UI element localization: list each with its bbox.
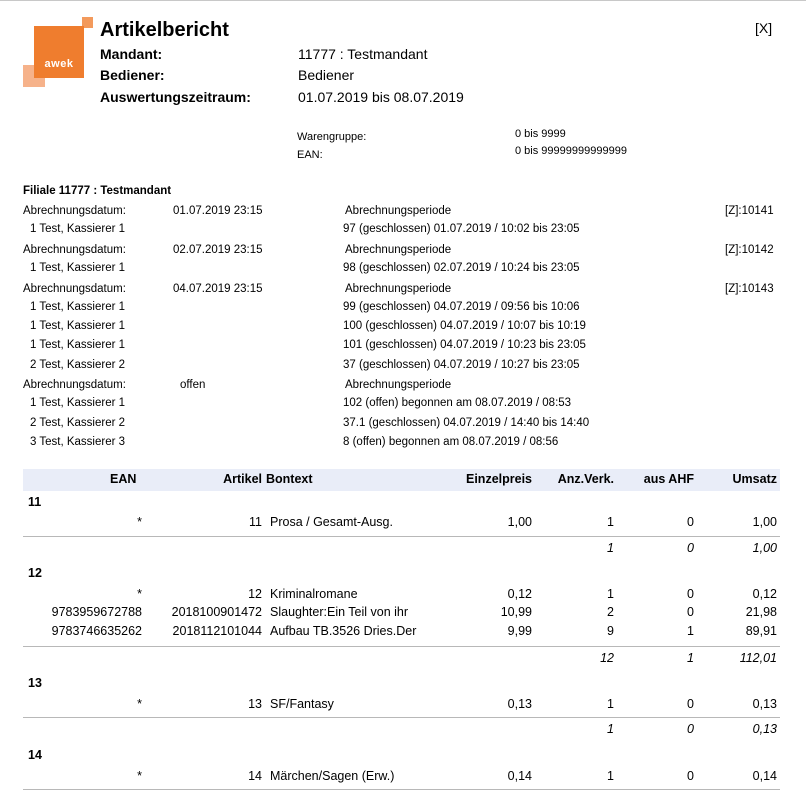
report-title: Artikelbericht	[100, 19, 229, 41]
warengruppe-label: Warengruppe:	[297, 131, 367, 143]
cell-umsatz: 0,13	[752, 697, 777, 711]
subtotal-umsatz: 112,01	[739, 651, 777, 665]
settlement-date: offen	[180, 379, 206, 391]
subtotal-ahf: 0	[687, 722, 694, 736]
cell-ean: *	[137, 515, 142, 529]
period-detail: 98 (geschlossen) 02.07.2019 / 10:24 bis 23:05	[343, 262, 580, 274]
cell-artikel: 11	[249, 515, 262, 529]
period-detail: 37 (geschlossen) 04.07.2019 / 10:27 bis 23:05	[343, 359, 580, 371]
period-detail: 102 (offen) begonnen am 08.07.2019 / 08:53	[343, 397, 572, 409]
warengruppe-value: 0 bis 9999	[515, 128, 566, 140]
cell-anz: 1	[607, 697, 614, 711]
z-number: [Z]:10141	[725, 205, 774, 217]
cell-anz: 1	[607, 515, 614, 529]
cell-ahf: 0	[687, 515, 694, 529]
col-ahf: aus AHF	[643, 472, 694, 486]
settlement-date: 01.07.2019 23:15	[173, 205, 263, 217]
ean-filter-label: EAN:	[297, 149, 323, 161]
settlement-date: 04.07.2019 23:15	[173, 283, 263, 295]
cell-ahf: 0	[687, 587, 694, 601]
col-ean: EAN	[110, 472, 137, 486]
col-anz: Anz.Verk.	[557, 472, 614, 486]
z-number: [Z]:10142	[725, 244, 774, 256]
top-border	[0, 0, 806, 1]
cashier: 2 Test, Kassierer 2	[30, 417, 126, 429]
group-heading: 12	[28, 566, 42, 580]
zeitraum-label: Auswertungszeitraum:	[100, 89, 251, 105]
cell-anz: 1	[607, 587, 614, 601]
cell-bontext: Slaughter:Ein Teil von ihr	[270, 605, 409, 619]
z-number: [Z]:10143	[725, 283, 774, 295]
period-detail: 8 (offen) begonnen am 08.07.2019 / 08:56	[343, 436, 559, 448]
cell-ean: *	[137, 697, 142, 711]
cell-umsatz: 21,98	[745, 605, 777, 619]
cell-bontext: SF/Fantasy	[270, 697, 334, 711]
cashier: 1 Test, Kassierer 1	[30, 320, 126, 332]
cashier: 3 Test, Kassierer 3	[30, 436, 126, 448]
subtotal-divider	[23, 536, 780, 537]
cell-artikel: 12	[248, 587, 262, 601]
cell-einzelpreis: 0,12	[507, 587, 532, 601]
subtotal-umsatz: 0,13	[752, 722, 777, 736]
col-artikel: Artikel	[223, 472, 262, 486]
cell-einzelpreis: 10,99	[500, 605, 532, 619]
cell-ean: *	[137, 587, 142, 601]
settlement-date: 02.07.2019 23:15	[173, 244, 263, 256]
cell-bontext: Märchen/Sagen (Erw.)	[270, 769, 395, 783]
cashier: 2 Test, Kassierer 2	[30, 359, 126, 371]
cashier: 1 Test, Kassierer 1	[30, 301, 126, 313]
cell-artikel: 2018112101044	[172, 624, 262, 638]
cell-bontext: Aufbau TB.3526 Dries.Der	[270, 624, 417, 638]
period-label: Abrechnungsperiode	[345, 205, 452, 217]
period-label: Abrechnungsperiode	[345, 283, 452, 295]
logo-square-main	[34, 26, 84, 78]
cell-artikel: 14	[248, 769, 262, 783]
mandant-value: 11777 : Testmandant	[298, 46, 428, 62]
group-heading: 14	[28, 748, 42, 762]
cell-einzelpreis: 0,13	[507, 697, 532, 711]
period-detail: 100 (geschlossen) 04.07.2019 / 10:07 bis 10:19	[343, 320, 586, 332]
cell-einzelpreis: 9,99	[507, 624, 532, 638]
cell-ahf: 0	[687, 697, 694, 711]
subtotal-ahf: 1	[687, 651, 694, 665]
period-detail: 101 (geschlossen) 04.07.2019 / 10:23 bis 23:05	[343, 339, 586, 351]
period-detail: 99 (geschlossen) 04.07.2019 / 09:56 bis 10:06	[343, 301, 580, 313]
cell-umsatz: 89,91	[745, 624, 777, 638]
subtotal-anz: 12	[600, 651, 614, 665]
col-einzelpreis: Einzelpreis	[466, 472, 532, 486]
cell-umsatz: 1,00	[752, 515, 777, 529]
cell-ean: 9783746635262	[51, 624, 142, 638]
subtotal-umsatz: 1,00	[752, 541, 777, 555]
cashier: 1 Test, Kassierer 1	[30, 397, 126, 409]
cell-anz: 1	[607, 769, 614, 783]
cell-ahf: 1	[687, 624, 694, 638]
period-label: Abrechnungsperiode	[345, 244, 452, 256]
cell-anz: 2	[607, 605, 614, 619]
period-detail: 97 (geschlossen) 01.07.2019 / 10:02 bis 23:05	[343, 223, 580, 235]
settlement-label: Abrechnungsdatum:	[23, 205, 126, 217]
group-heading: 11	[28, 495, 42, 509]
zeitraum-value: 01.07.2019 bis 08.07.2019	[298, 89, 464, 105]
subtotal-divider	[23, 717, 780, 718]
cell-artikel: 13	[248, 697, 262, 711]
period-label: Abrechnungsperiode	[345, 379, 452, 391]
subtotal-anz: 1	[607, 541, 614, 555]
branch-heading: Filiale 11777 : Testmandant	[23, 185, 172, 197]
subtotal-divider	[23, 646, 780, 647]
col-bontext: Bontext	[266, 472, 313, 486]
bediener-label: Bediener:	[100, 67, 165, 83]
cell-bontext: Prosa / Gesamt-Ausg.	[270, 515, 393, 529]
cell-umsatz: 0,14	[752, 769, 777, 783]
settlement-label: Abrechnungsdatum:	[23, 379, 126, 391]
subtotal-divider	[23, 789, 780, 790]
cashier: 1 Test, Kassierer 1	[30, 262, 126, 274]
col-umsatz: Umsatz	[732, 472, 777, 486]
logo-text: awek	[44, 58, 74, 70]
cashier: 1 Test, Kassierer 1	[30, 339, 126, 351]
cell-bontext: Kriminalromane	[270, 587, 358, 601]
mandant-label: Mandant:	[100, 46, 163, 62]
cell-artikel: 2018100901472	[171, 605, 262, 619]
cell-einzelpreis: 1,00	[507, 515, 532, 529]
cell-umsatz: 0,12	[752, 587, 777, 601]
cashier: 1 Test, Kassierer 1	[30, 223, 126, 235]
settlement-label: Abrechnungsdatum:	[23, 283, 126, 295]
bediener-value: Bediener	[298, 67, 355, 83]
group-heading: 13	[28, 676, 42, 690]
subtotal-anz: 1	[607, 722, 614, 736]
cell-ean: *	[137, 769, 142, 783]
cell-ahf: 0	[687, 605, 694, 619]
period-detail: 37.1 (geschlossen) 04.07.2019 / 14:40 bis 14:40	[343, 417, 590, 429]
cell-ean: 9783959672788	[51, 605, 142, 619]
cell-einzelpreis: 0,14	[507, 769, 532, 783]
subtotal-ahf: 0	[687, 541, 694, 555]
cell-ahf: 0	[687, 769, 694, 783]
close-button[interactable]: [X]	[755, 20, 773, 36]
cell-anz: 9	[607, 624, 614, 638]
settlement-label: Abrechnungsdatum:	[23, 244, 126, 256]
ean-filter-value: 0 bis 99999999999999	[515, 145, 627, 157]
